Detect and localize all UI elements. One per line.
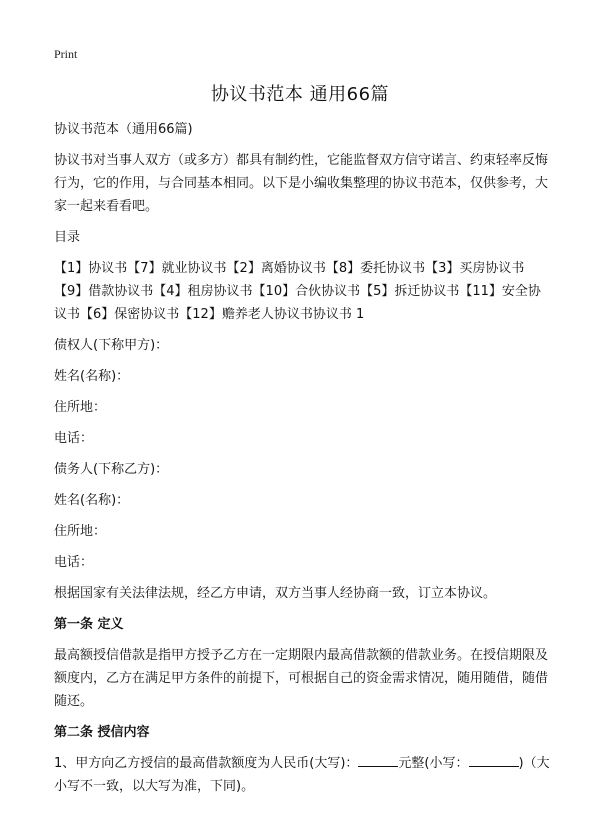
toc-heading: 目录 (54, 230, 81, 245)
article1-heading: 第一条 定义 (54, 617, 124, 632)
toc-list: 【1】协议书【7】就业协议书【2】离婚协议书【8】委托协议书【3】买房协议书【9】借款协议书【4】租房协议书【10】合伙协议书【5】拆迁协议书【11】安全协议书【6】保密协议书【12】赡养老人协议书协议书 1 (54, 261, 541, 322)
amount-lowercase-blank (469, 752, 519, 767)
debtor-heading: 债务人(下称乙方)： (54, 462, 169, 477)
creditor-phone-field: 电话： (54, 431, 94, 446)
intro-paragraph: 协议书对当事人双方（或多方）都具有制约性，它能监督双方信守诺言、约束轻率反悔行为，它的作用，与合同基本相同。以下是小编收集整理的协议书范本，仅供参考，大家一起来看看吧。 (54, 153, 549, 214)
creditor-heading: 债权人(下称甲方)： (54, 338, 169, 353)
article2-heading: 第二条 授信内容 (54, 725, 150, 740)
creditor-address-field: 住所地： (54, 400, 107, 415)
document-subtitle: 协议书范本（通用66篇) (54, 122, 193, 137)
article2-item1-text-c: )（大小写不一致，以大写为准，下同)。 (54, 756, 550, 794)
debtor-address-field: 住所地： (54, 524, 107, 539)
article2-item1-text-b: 元整(小写： (398, 756, 469, 771)
amount-uppercase-blank (358, 752, 398, 767)
debtor-phone-field: 电话： (54, 555, 94, 570)
preamble-paragraph: 根据国家有关法律法规，经乙方申请，双方当事人经协商一致，订立本协议。 (54, 586, 497, 601)
article1-paragraph: 最高额授信借款是指甲方授予乙方在一定期限内最高借款额的借款业务。在授信期限及额度内，乙方在满足甲方条件的前提下，可根据自己的资金需求情况，随用随借，随借随还。 (54, 648, 549, 709)
article2-item1-text-a: 1、甲方向乙方授信的最高借款额度为人民币(大写)： (54, 756, 359, 771)
creditor-name-field: 姓名(名称)： (54, 369, 130, 384)
article2-item1 (54, 752, 550, 798)
debtor-name-field: 姓名(名称)： (54, 493, 130, 508)
print-link[interactable]: Print (54, 47, 78, 61)
document-body (54, 118, 550, 806)
document-title: 协议书范本 通用66篇 (210, 84, 390, 105)
